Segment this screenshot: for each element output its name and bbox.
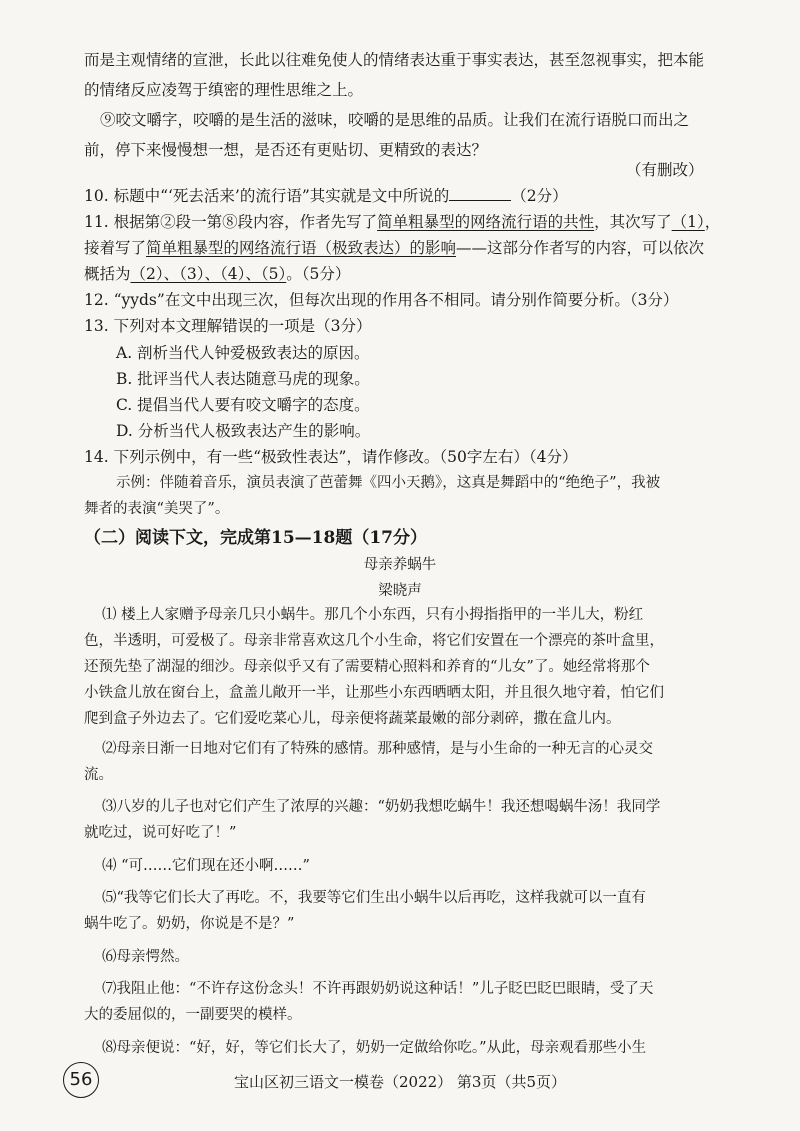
option-a: A. 剖析当代人钟爱极致表达的原因。 xyxy=(116,344,370,362)
text-line: 还预先垫了湖湿的细沙。母亲似乎又有了需要精心照料和养育的“儿女”了。她经常将那个 xyxy=(84,659,650,675)
paragraph-8: ⑻母亲便说：“好，好，等它们长大了，奶奶一定做给你吃。”从此，母亲观看那些小生 xyxy=(102,1040,647,1056)
text-line: 色，半透明，可爱极了。母亲非常喜欢这几个小生命，将它们安置在一个漂亮的茶叶盒里， xyxy=(84,633,664,649)
text-line: 的情绪反应凌驾于缜密的理性思维之上。 xyxy=(84,81,364,99)
source-note: （有删改） xyxy=(626,161,704,179)
question-11-line1 xyxy=(84,212,720,232)
question-11-text: 。（5分） xyxy=(286,265,351,283)
underlined-blank: （2）、（3）、（4）、（5） xyxy=(130,265,287,283)
underlined-phrase: 简单粗暴型的网络流行语的共性 xyxy=(377,213,595,231)
paragraph-9: ⑨咬文嚼字，咬嚼的是生活的滋味，咬嚼的是思维的品质。让我们在流行语脱口而出之 xyxy=(100,111,690,129)
question-11-text: ， xyxy=(704,213,721,231)
question-11-line2 xyxy=(84,238,704,258)
text-line: 大的委屈似的，一副要哭的模样。 xyxy=(84,1007,302,1023)
text-line: 蜗牛吃了。奶奶，你说是不是？” xyxy=(84,916,295,932)
paragraph-4: ⑷ “可……它们现在还小啊……” xyxy=(102,858,310,874)
question-11-text: ，其次写了 xyxy=(594,213,672,231)
underlined-blank: （1） xyxy=(671,213,705,231)
paragraph-2: ⑵母亲日渐一日地对它们有了特殊的感情。那种感情，是与小生命的一种无言的心灵交 xyxy=(102,741,653,757)
option-c: C. 提倡当代人要有咬文嚼字的态度。 xyxy=(116,396,370,414)
paragraph-5: ⑸“我等它们长大了再吃。不，我要等它们生出小蜗牛以后再吃，这样我就可以一直有 xyxy=(102,890,646,906)
example-line: 示例：伴随着音乐，演员表演了芭蕾舞《四小天鹅》，这真是舞蹈中的“绝绝子”，我被 xyxy=(116,475,661,491)
text-line: 小铁盒儿放在窗台上，盒盖儿敞开一半，让那些小东西晒晒太阳，并且很久地守着，怕它们 xyxy=(84,685,664,701)
page-footer: 宝山区初三语文一模卷（2022） 第3页（共5页） xyxy=(233,1073,567,1091)
example-line: 舞者的表演“美哭了”。 xyxy=(84,501,230,517)
text-line: 前，停下来慢慢想一想，是否还有更贴切、更精致的表达？ xyxy=(84,141,488,159)
page-badge: 56 xyxy=(63,1062,99,1098)
article-author: 梁晓声 xyxy=(378,583,422,599)
question-11-text: 概括为 xyxy=(84,265,131,283)
text-line: 就吃过，说可好吃了！” xyxy=(84,825,237,841)
question-10-text: 10. 标题中“‘死去活来’的流行语”其实就是文中所说的 xyxy=(84,187,450,205)
question-11-text: ——这部分作者写的内容，可以依次 xyxy=(456,239,705,257)
text-line: 爬到盒子外边去了。它们爱吃菜心儿，母亲便将蔬菜最嫩的部分剥碎，撒在盒儿内。 xyxy=(84,711,621,727)
option-b: B. 批评当代人表达随意马虎的现象。 xyxy=(116,370,370,388)
article-title: 母亲养蜗牛 xyxy=(363,557,437,573)
underlined-phrase: 简单粗暴型的网络流行语（极致表达）的影响 xyxy=(146,239,457,257)
question-14: 14. 下列示例中，有一些“极致性表达”，请作修改。（50字左右）（4分） xyxy=(84,448,578,466)
paragraph-7: ⑺我阻止他：“不许存这份念头！不许再跟奶奶说这种话！”儿子眨巴眨巴眼睛，受了天 xyxy=(102,981,654,997)
question-13: 13. 下列对本文理解错误的一项是（3分） xyxy=(84,317,372,335)
section-heading: （二）阅读下文，完成第15—18题（17分） xyxy=(84,528,427,548)
paragraph-3: ⑶八岁的儿子也对它们产生了浓厚的兴趣：“奶奶我想吃蜗牛！我还想喝蜗牛汤！我同学 xyxy=(102,799,661,815)
question-10 xyxy=(84,186,568,206)
score-label: （2分） xyxy=(511,187,568,205)
question-11-line3 xyxy=(84,264,350,284)
paragraph-1: ⑴ 楼上人家赠予母亲几只小蜗牛。那几个小东西，只有小拇指指甲的一半儿大，粉红 xyxy=(102,607,644,623)
text-line: 流。 xyxy=(84,767,113,783)
text-line: 而是主观情绪的宣泄，长此以往难免使人的情绪表达重于事实表达，甚至忽视事实，把本能 xyxy=(84,51,705,69)
question-11-text: 接着写了 xyxy=(84,239,147,257)
paragraph-6: ⑹母亲愕然。 xyxy=(102,949,189,965)
question-11-text: 11. 根据第②段一第⑧段内容，作者先写了 xyxy=(84,213,378,231)
answer-blank xyxy=(449,186,511,201)
option-d: D. 分析当代人极致表达产生的影响。 xyxy=(116,422,371,440)
question-12: 12. “yyds”在文中出现三次，但每次出现的作用各不相同。请分别作简要分析。（3分） xyxy=(84,291,679,309)
